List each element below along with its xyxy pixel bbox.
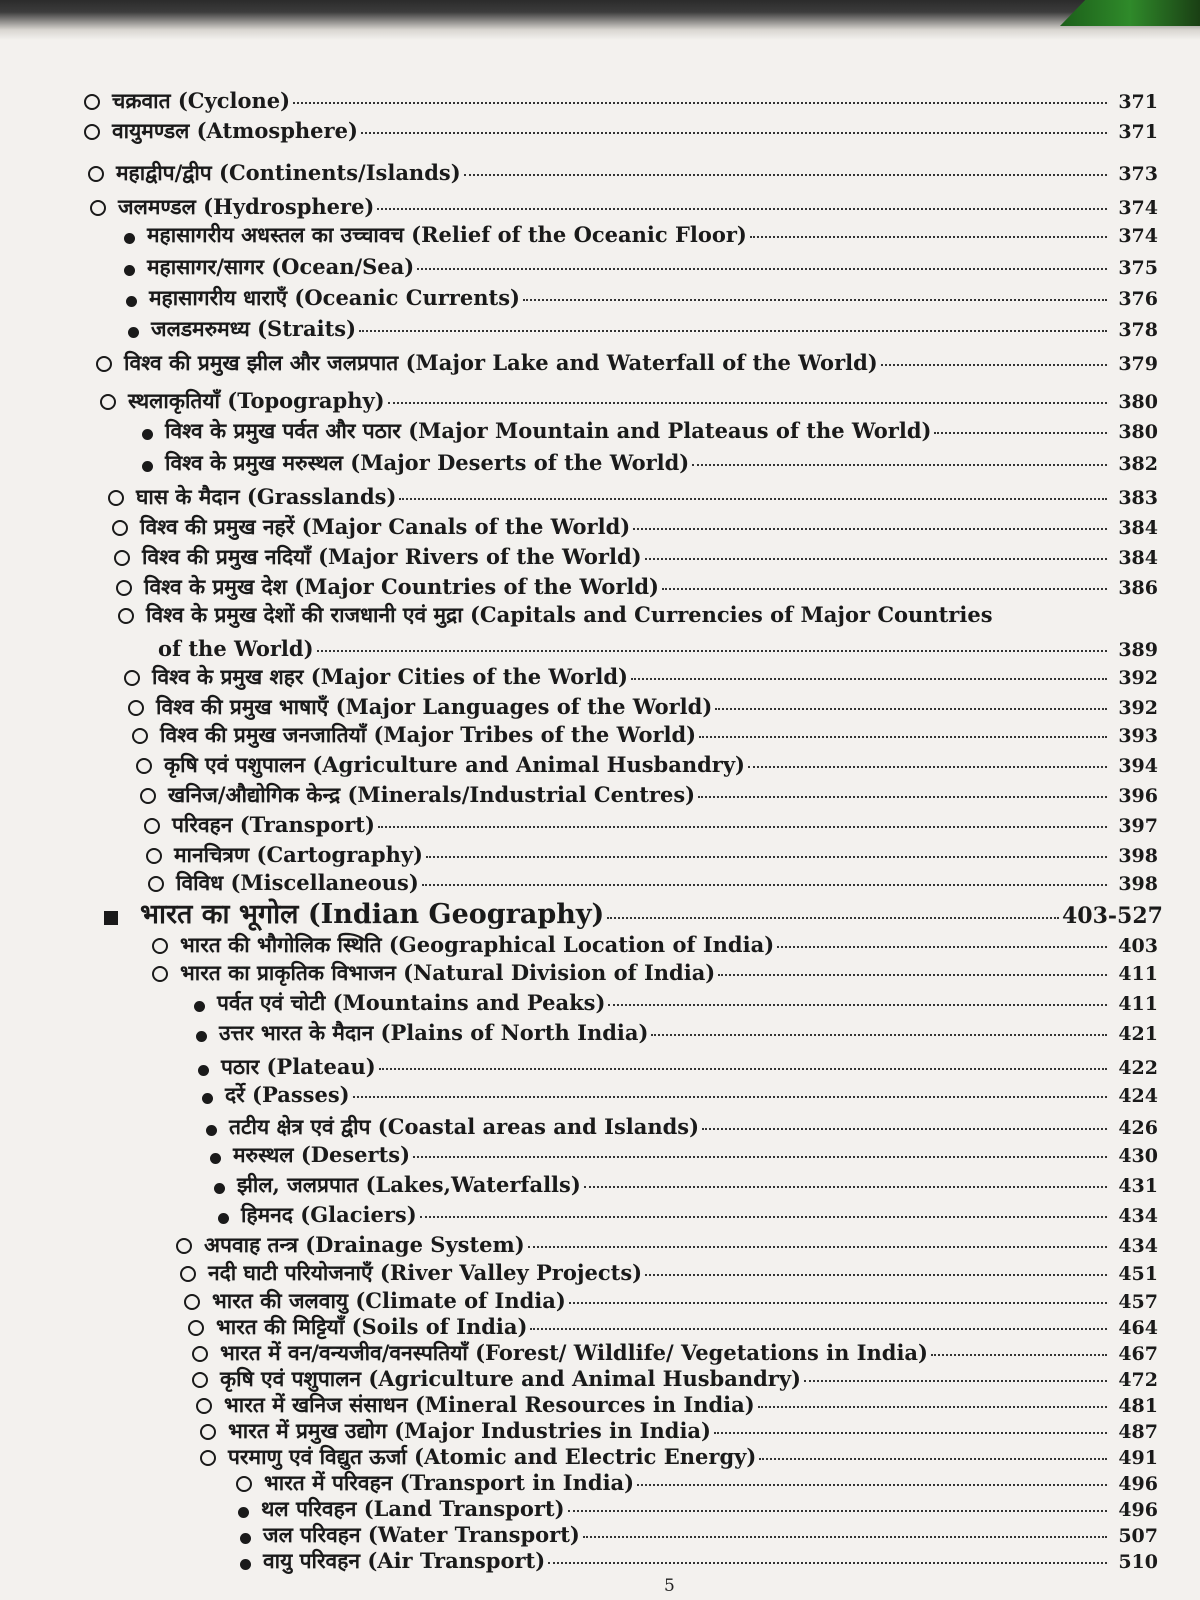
toc-page-number: 464 bbox=[1118, 1317, 1158, 1339]
toc-page-number: 457 bbox=[1118, 1291, 1158, 1313]
filled-dot-bullet-icon bbox=[210, 1153, 221, 1164]
toc-page-number: 403-527 bbox=[1062, 903, 1163, 929]
toc-page-number: 426 bbox=[1118, 1117, 1158, 1139]
hollow-circle-bullet-icon bbox=[116, 580, 132, 596]
toc-page-number: 487 bbox=[1118, 1421, 1158, 1443]
toc-entry bbox=[128, 316, 1158, 343]
dot-leader bbox=[777, 946, 1107, 948]
toc-page-number: 373 bbox=[1118, 163, 1158, 185]
toc-page-number: 384 bbox=[1118, 547, 1158, 569]
toc-entry-label: झील, जलप्रपात (Lakes,Waterfalls) bbox=[237, 1172, 581, 1197]
toc-entry bbox=[124, 254, 1158, 281]
dot-leader bbox=[631, 678, 1107, 680]
toc-page-number: 424 bbox=[1118, 1085, 1158, 1107]
dot-leader bbox=[379, 1068, 1107, 1070]
hollow-circle-bullet-icon bbox=[180, 1266, 196, 1282]
toc-entry bbox=[202, 1082, 1158, 1109]
toc-entry bbox=[114, 544, 1158, 571]
toc-page-number: 392 bbox=[1118, 697, 1158, 719]
toc-entry bbox=[108, 484, 1158, 511]
dot-leader bbox=[934, 432, 1107, 434]
dot-leader bbox=[662, 588, 1107, 590]
toc-entry bbox=[196, 1392, 1158, 1419]
toc-page-number: 376 bbox=[1118, 288, 1158, 310]
filled-dot-bullet-icon bbox=[142, 429, 153, 440]
toc-entry bbox=[118, 602, 1158, 628]
dot-leader bbox=[699, 736, 1107, 738]
hollow-circle-bullet-icon bbox=[148, 876, 164, 892]
dot-leader bbox=[353, 1096, 1107, 1098]
hollow-circle-bullet-icon bbox=[192, 1346, 208, 1362]
hollow-circle-bullet-icon bbox=[144, 818, 160, 834]
toc-entry-label: महासागरीय अधस्तल का उच्चावच (Relief of the Oceanic Floor) bbox=[147, 222, 747, 247]
hollow-circle-bullet-icon bbox=[184, 1294, 200, 1310]
toc-entry bbox=[144, 812, 1158, 839]
dot-leader bbox=[931, 1354, 1107, 1356]
filled-dot-bullet-icon bbox=[214, 1183, 225, 1194]
toc-page-number: 422 bbox=[1118, 1057, 1158, 1079]
toc-entry-label: भारत का प्राकृतिक विभाजन (Natural Division of India) bbox=[180, 960, 716, 985]
dot-leader bbox=[584, 1186, 1107, 1188]
hollow-circle-bullet-icon bbox=[88, 166, 104, 182]
dot-leader bbox=[748, 766, 1107, 768]
dot-leader bbox=[426, 856, 1107, 858]
hollow-circle-bullet-icon bbox=[140, 788, 156, 804]
toc-entry bbox=[152, 960, 1158, 987]
toc-entry bbox=[136, 752, 1158, 779]
toc-entry bbox=[142, 418, 1158, 445]
dot-leader bbox=[359, 330, 1107, 332]
toc-page-number: 375 bbox=[1118, 257, 1158, 279]
toc-entry-label: विश्व की प्रमुख भाषाएँ (Major Languages of the World) bbox=[156, 694, 713, 719]
hollow-circle-bullet-icon bbox=[192, 1372, 208, 1388]
toc-entry-label: जल परिवहन (Water Transport) bbox=[263, 1522, 580, 1547]
toc-entry bbox=[100, 388, 1158, 415]
page-number: 5 bbox=[664, 1576, 675, 1596]
dot-leader bbox=[568, 1510, 1107, 1512]
toc-page-number: 396 bbox=[1118, 785, 1158, 807]
toc-entry-label: तटीय क्षेत्र एवं द्वीप (Coastal areas and Islands) bbox=[229, 1114, 700, 1139]
toc-entry-label: जलमण्डल (Hydrosphere) bbox=[118, 194, 375, 219]
hollow-circle-bullet-icon bbox=[108, 490, 124, 506]
hollow-circle-bullet-icon bbox=[128, 700, 144, 716]
toc-entry-label: जलडमरुमध्य (Straits) bbox=[151, 316, 357, 341]
hollow-circle-bullet-icon bbox=[152, 938, 168, 954]
toc-entry-label: घास के मैदान (Grasslands) bbox=[136, 484, 397, 509]
dot-leader bbox=[583, 1536, 1107, 1538]
hollow-circle-bullet-icon bbox=[132, 728, 148, 744]
toc-page-number: 379 bbox=[1118, 353, 1158, 375]
toc-entry bbox=[238, 1496, 1158, 1523]
toc-page-number: 496 bbox=[1118, 1499, 1158, 1521]
toc-entry-label: विश्व के प्रमुख पर्वत और पठार (Major Mountain and Plateaus of the World) bbox=[165, 418, 932, 443]
hollow-circle-bullet-icon bbox=[200, 1424, 216, 1440]
toc-entry bbox=[196, 1020, 1158, 1047]
toc-entry bbox=[148, 870, 1158, 897]
dot-leader bbox=[528, 1246, 1107, 1248]
toc-entry-label: हिमनद (Glaciers) bbox=[241, 1202, 417, 1227]
toc-entry bbox=[84, 88, 1158, 115]
toc-entry bbox=[210, 1142, 1158, 1169]
toc-entry bbox=[84, 118, 1158, 145]
toc-entry bbox=[192, 1340, 1158, 1367]
toc-entry bbox=[176, 1232, 1158, 1259]
toc-entry bbox=[206, 1114, 1158, 1141]
hollow-circle-bullet-icon bbox=[188, 1320, 204, 1336]
toc-entry-label: विश्व की प्रमुख नदियाँ (Major Rivers of the World) bbox=[142, 544, 642, 569]
toc-page-number: 481 bbox=[1118, 1395, 1158, 1417]
toc-entry bbox=[152, 932, 1158, 959]
filled-dot-bullet-icon bbox=[240, 1559, 251, 1570]
toc-entry-label: महासागर/सागर (Ocean/Sea) bbox=[147, 254, 415, 279]
toc-entry-label: विश्व के प्रमुख मरुस्थल (Major Deserts of the World) bbox=[165, 450, 690, 475]
toc-entry-label: परिवहन (Transport) bbox=[172, 812, 375, 837]
dot-leader bbox=[759, 1458, 1107, 1460]
dot-leader bbox=[608, 1004, 1107, 1006]
toc-entry-label: स्थलाकृतियाँ (Topography) bbox=[128, 388, 385, 413]
dot-leader bbox=[645, 1274, 1107, 1276]
toc-entry-label: कृषि एवं पशुपालन (Agriculture and Animal Husbandry) bbox=[164, 752, 745, 777]
toc-entry-label: उत्तर भारत के मैदान (Plains of North India) bbox=[219, 1020, 649, 1045]
toc-entry-label: दर्रे (Passes) bbox=[225, 1082, 350, 1107]
toc-page-number: 380 bbox=[1118, 391, 1158, 413]
toc-entry bbox=[184, 1288, 1158, 1315]
toc-page-number: 398 bbox=[1118, 873, 1158, 895]
toc-page-number: 397 bbox=[1118, 815, 1158, 837]
dot-leader bbox=[361, 132, 1107, 134]
toc-page-number: 384 bbox=[1118, 517, 1158, 539]
hollow-circle-bullet-icon bbox=[84, 124, 100, 140]
toc-page-number: 371 bbox=[1118, 91, 1158, 113]
square-bullet-icon bbox=[104, 911, 118, 925]
dot-leader bbox=[633, 528, 1107, 530]
hollow-circle-bullet-icon bbox=[118, 608, 134, 624]
hollow-circle-bullet-icon bbox=[152, 966, 168, 982]
hollow-circle-bullet-icon bbox=[196, 1398, 212, 1414]
toc-entry-label: वायुमण्डल (Atmosphere) bbox=[112, 118, 358, 143]
dot-leader bbox=[377, 208, 1107, 210]
dot-leader bbox=[417, 268, 1107, 270]
toc-page-number: 383 bbox=[1118, 487, 1158, 509]
toc-page-number: 434 bbox=[1118, 1235, 1158, 1257]
toc-entry bbox=[180, 1260, 1158, 1287]
hollow-circle-bullet-icon bbox=[236, 1476, 252, 1492]
hollow-circle-bullet-icon bbox=[200, 1450, 216, 1466]
toc-entry bbox=[112, 514, 1158, 541]
toc-entry-label: भारत की मिट्टियाँ (Soils of India) bbox=[216, 1314, 528, 1339]
hollow-circle-bullet-icon bbox=[100, 394, 116, 410]
toc-entry bbox=[142, 450, 1158, 477]
dot-leader bbox=[637, 1484, 1107, 1486]
toc-entry-label: भारत का भूगोल (Indian Geography) bbox=[140, 899, 605, 930]
dot-leader bbox=[548, 1562, 1107, 1564]
filled-dot-bullet-icon bbox=[126, 296, 137, 307]
toc-page-number: 431 bbox=[1118, 1175, 1158, 1197]
hollow-circle-bullet-icon bbox=[114, 550, 130, 566]
toc-entry-label: विश्व के प्रमुख देशों की राजधानी एवं मुद्रा (Capitals and Currencies of Major Countries bbox=[146, 602, 993, 627]
filled-dot-bullet-icon bbox=[218, 1213, 229, 1224]
toc-entry-label: भारत में वन/वन्यजीव/वनस्पतियाँ (Forest/ Wildlife/ Vegetations in India) bbox=[220, 1340, 928, 1365]
filled-dot-bullet-icon bbox=[240, 1533, 251, 1544]
filled-dot-bullet-icon bbox=[142, 461, 153, 472]
toc-entry-label: विश्व की प्रमुख जनजातियाँ (Major Tribes of the World) bbox=[160, 722, 697, 747]
dot-leader bbox=[569, 1302, 1107, 1304]
toc-page-number: 374 bbox=[1118, 197, 1158, 219]
hollow-circle-bullet-icon bbox=[136, 758, 152, 774]
toc-entry bbox=[88, 160, 1158, 187]
toc-entry-label: नदी घाटी परियोजनाएँ (River Valley Projects) bbox=[208, 1260, 643, 1285]
toc-entry-label: चक्रवात (Cyclone) bbox=[112, 88, 291, 113]
hollow-circle-bullet-icon bbox=[90, 200, 106, 216]
toc-page-number: 451 bbox=[1118, 1263, 1158, 1285]
toc-page-number: 421 bbox=[1118, 1023, 1158, 1045]
dot-leader bbox=[422, 884, 1107, 886]
dot-leader bbox=[378, 826, 1107, 828]
toc-entry bbox=[240, 1548, 1158, 1575]
toc-page-number: 382 bbox=[1118, 453, 1158, 475]
filled-dot-bullet-icon bbox=[202, 1093, 213, 1104]
dot-leader bbox=[607, 917, 1059, 919]
toc-entry bbox=[194, 990, 1158, 1017]
toc-page-number: 392 bbox=[1118, 667, 1158, 689]
hollow-circle-bullet-icon bbox=[96, 356, 112, 372]
toc-entry-label: विश्व की प्रमुख झील और जलप्रपात (Major Lake and Waterfall of the World) bbox=[124, 350, 878, 375]
filled-dot-bullet-icon bbox=[238, 1507, 249, 1518]
toc-page-number: 371 bbox=[1118, 121, 1158, 143]
toc-page-number: 403 bbox=[1118, 935, 1158, 957]
toc-entry bbox=[214, 1172, 1158, 1199]
toc-entry bbox=[200, 1418, 1158, 1445]
toc-entry bbox=[240, 1522, 1158, 1549]
dot-leader bbox=[464, 174, 1107, 176]
toc-entry bbox=[198, 1054, 1158, 1081]
toc-entry-label: मानचित्रण (Cartography) bbox=[174, 842, 423, 867]
dot-leader bbox=[714, 1432, 1107, 1434]
toc-page-number: 472 bbox=[1118, 1369, 1158, 1391]
toc-page-number: 411 bbox=[1118, 963, 1158, 985]
toc-entry bbox=[146, 842, 1158, 869]
toc-entry-label: महासागरीय धाराएँ (Oceanic Currents) bbox=[149, 285, 520, 310]
toc-entry-label: थल परिवहन (Land Transport) bbox=[261, 1496, 565, 1521]
toc-page-number: 507 bbox=[1118, 1525, 1158, 1547]
toc-entry-label: विश्व के प्रमुख देश (Major Countries of the World) bbox=[144, 574, 659, 599]
filled-dot-bullet-icon bbox=[124, 233, 135, 244]
toc-entry-label: महाद्वीप/द्वीप (Continents/Islands) bbox=[116, 160, 461, 185]
hollow-circle-bullet-icon bbox=[176, 1238, 192, 1254]
toc-entry-label: वायु परिवहन (Air Transport) bbox=[263, 1548, 546, 1573]
dot-leader bbox=[317, 650, 1107, 652]
toc-entry-label: खनिज/औद्योगिक केन्द्र (Minerals/Industrial Centres) bbox=[168, 782, 696, 807]
toc-entry bbox=[124, 222, 1158, 249]
hollow-circle-bullet-icon bbox=[112, 520, 128, 536]
dot-leader bbox=[420, 1216, 1107, 1218]
toc-entry bbox=[192, 1366, 1158, 1393]
toc-entry-label: भारत में खनिज संसाधन (Mineral Resources in India) bbox=[224, 1392, 755, 1417]
dot-leader bbox=[530, 1328, 1107, 1330]
filled-dot-bullet-icon bbox=[196, 1031, 207, 1042]
toc-entry bbox=[140, 782, 1158, 809]
dot-leader bbox=[293, 102, 1107, 104]
toc-page-number: 398 bbox=[1118, 845, 1158, 867]
toc-entry-label: पर्वत एवं चोटी (Mountains and Peaks) bbox=[217, 990, 606, 1015]
toc-entry bbox=[132, 722, 1158, 749]
toc-entry bbox=[124, 664, 1158, 691]
toc-page-number: 374 bbox=[1118, 225, 1158, 247]
toc-entry bbox=[236, 1470, 1158, 1497]
toc-entry-label: विश्व के प्रमुख शहर (Major Cities of the World) bbox=[152, 664, 628, 689]
dot-leader bbox=[702, 1128, 1107, 1130]
dot-leader bbox=[750, 236, 1107, 238]
toc-entry bbox=[116, 574, 1158, 601]
hollow-circle-bullet-icon bbox=[146, 848, 162, 864]
toc-page-number: 467 bbox=[1118, 1343, 1158, 1365]
toc-entry bbox=[126, 285, 1158, 312]
toc-page-number: 378 bbox=[1118, 319, 1158, 341]
dot-leader bbox=[804, 1380, 1107, 1382]
toc-page-number: 386 bbox=[1118, 577, 1158, 599]
toc-entry bbox=[96, 350, 1158, 377]
toc-entry-label: अपवाह तन्त्र (Drainage System) bbox=[204, 1232, 525, 1257]
toc-entry-label: of the World) bbox=[158, 636, 314, 661]
dot-leader bbox=[645, 558, 1107, 560]
toc-entry bbox=[188, 1314, 1158, 1341]
toc-entry-label: भारत में प्रमुख उद्योग (Major Industries in India) bbox=[228, 1418, 711, 1443]
toc-entry bbox=[200, 1444, 1158, 1471]
filled-dot-bullet-icon bbox=[124, 265, 135, 276]
toc-page-number: 491 bbox=[1118, 1447, 1158, 1469]
filled-dot-bullet-icon bbox=[128, 327, 139, 338]
dot-leader bbox=[698, 796, 1107, 798]
filled-dot-bullet-icon bbox=[194, 1001, 205, 1012]
toc-page-number: 496 bbox=[1118, 1473, 1158, 1495]
filled-dot-bullet-icon bbox=[198, 1065, 209, 1076]
dot-leader bbox=[651, 1034, 1107, 1036]
dot-leader bbox=[758, 1406, 1107, 1408]
toc-entry-label: भारत की भौगोलिक स्थिति (Geographical Location of India) bbox=[180, 932, 775, 957]
toc-entry bbox=[128, 694, 1158, 721]
dot-leader bbox=[523, 299, 1107, 301]
toc-page-number: 434 bbox=[1118, 1205, 1158, 1227]
toc-page-number: 411 bbox=[1118, 993, 1158, 1015]
hollow-circle-bullet-icon bbox=[84, 94, 100, 110]
hollow-circle-bullet-icon bbox=[124, 670, 140, 686]
filled-dot-bullet-icon bbox=[206, 1125, 217, 1136]
toc-entry-label: भारत की जलवायु (Climate of India) bbox=[212, 1288, 566, 1313]
toc-page-number: 430 bbox=[1118, 1145, 1158, 1167]
toc-page-number: 510 bbox=[1118, 1551, 1158, 1573]
toc-page-number: 389 bbox=[1118, 639, 1158, 661]
dot-leader bbox=[692, 464, 1107, 466]
toc-entry bbox=[90, 194, 1158, 221]
toc-entry-label: विश्व की प्रमुख नहरें (Major Canals of the World) bbox=[140, 514, 631, 539]
dot-leader bbox=[388, 402, 1107, 404]
toc-page-number: 380 bbox=[1118, 421, 1158, 443]
toc-entry-label: कृषि एवं पशुपालन (Agriculture and Animal Husbandry) bbox=[220, 1366, 801, 1391]
toc-section-heading bbox=[104, 899, 1163, 930]
dot-leader bbox=[718, 974, 1107, 976]
dot-leader bbox=[399, 498, 1107, 500]
toc-entry-label: परमाणु एवं विद्युत ऊर्जा (Atomic and Electric Energy) bbox=[228, 1444, 757, 1469]
toc-entry-label: पठार (Plateau) bbox=[221, 1054, 376, 1079]
dot-leader bbox=[413, 1156, 1107, 1158]
toc-entry bbox=[218, 1202, 1158, 1229]
toc-entry-label: मरुस्थल (Deserts) bbox=[233, 1142, 411, 1167]
toc-page-number: 393 bbox=[1118, 725, 1158, 747]
toc-entry bbox=[158, 636, 1158, 663]
dot-leader bbox=[715, 708, 1107, 710]
toc-entry-label: भारत में परिवहन (Transport in India) bbox=[264, 1470, 635, 1495]
toc-page-number: 394 bbox=[1118, 755, 1158, 777]
dot-leader bbox=[881, 364, 1107, 366]
toc-entry-label: विविध (Miscellaneous) bbox=[176, 870, 419, 895]
